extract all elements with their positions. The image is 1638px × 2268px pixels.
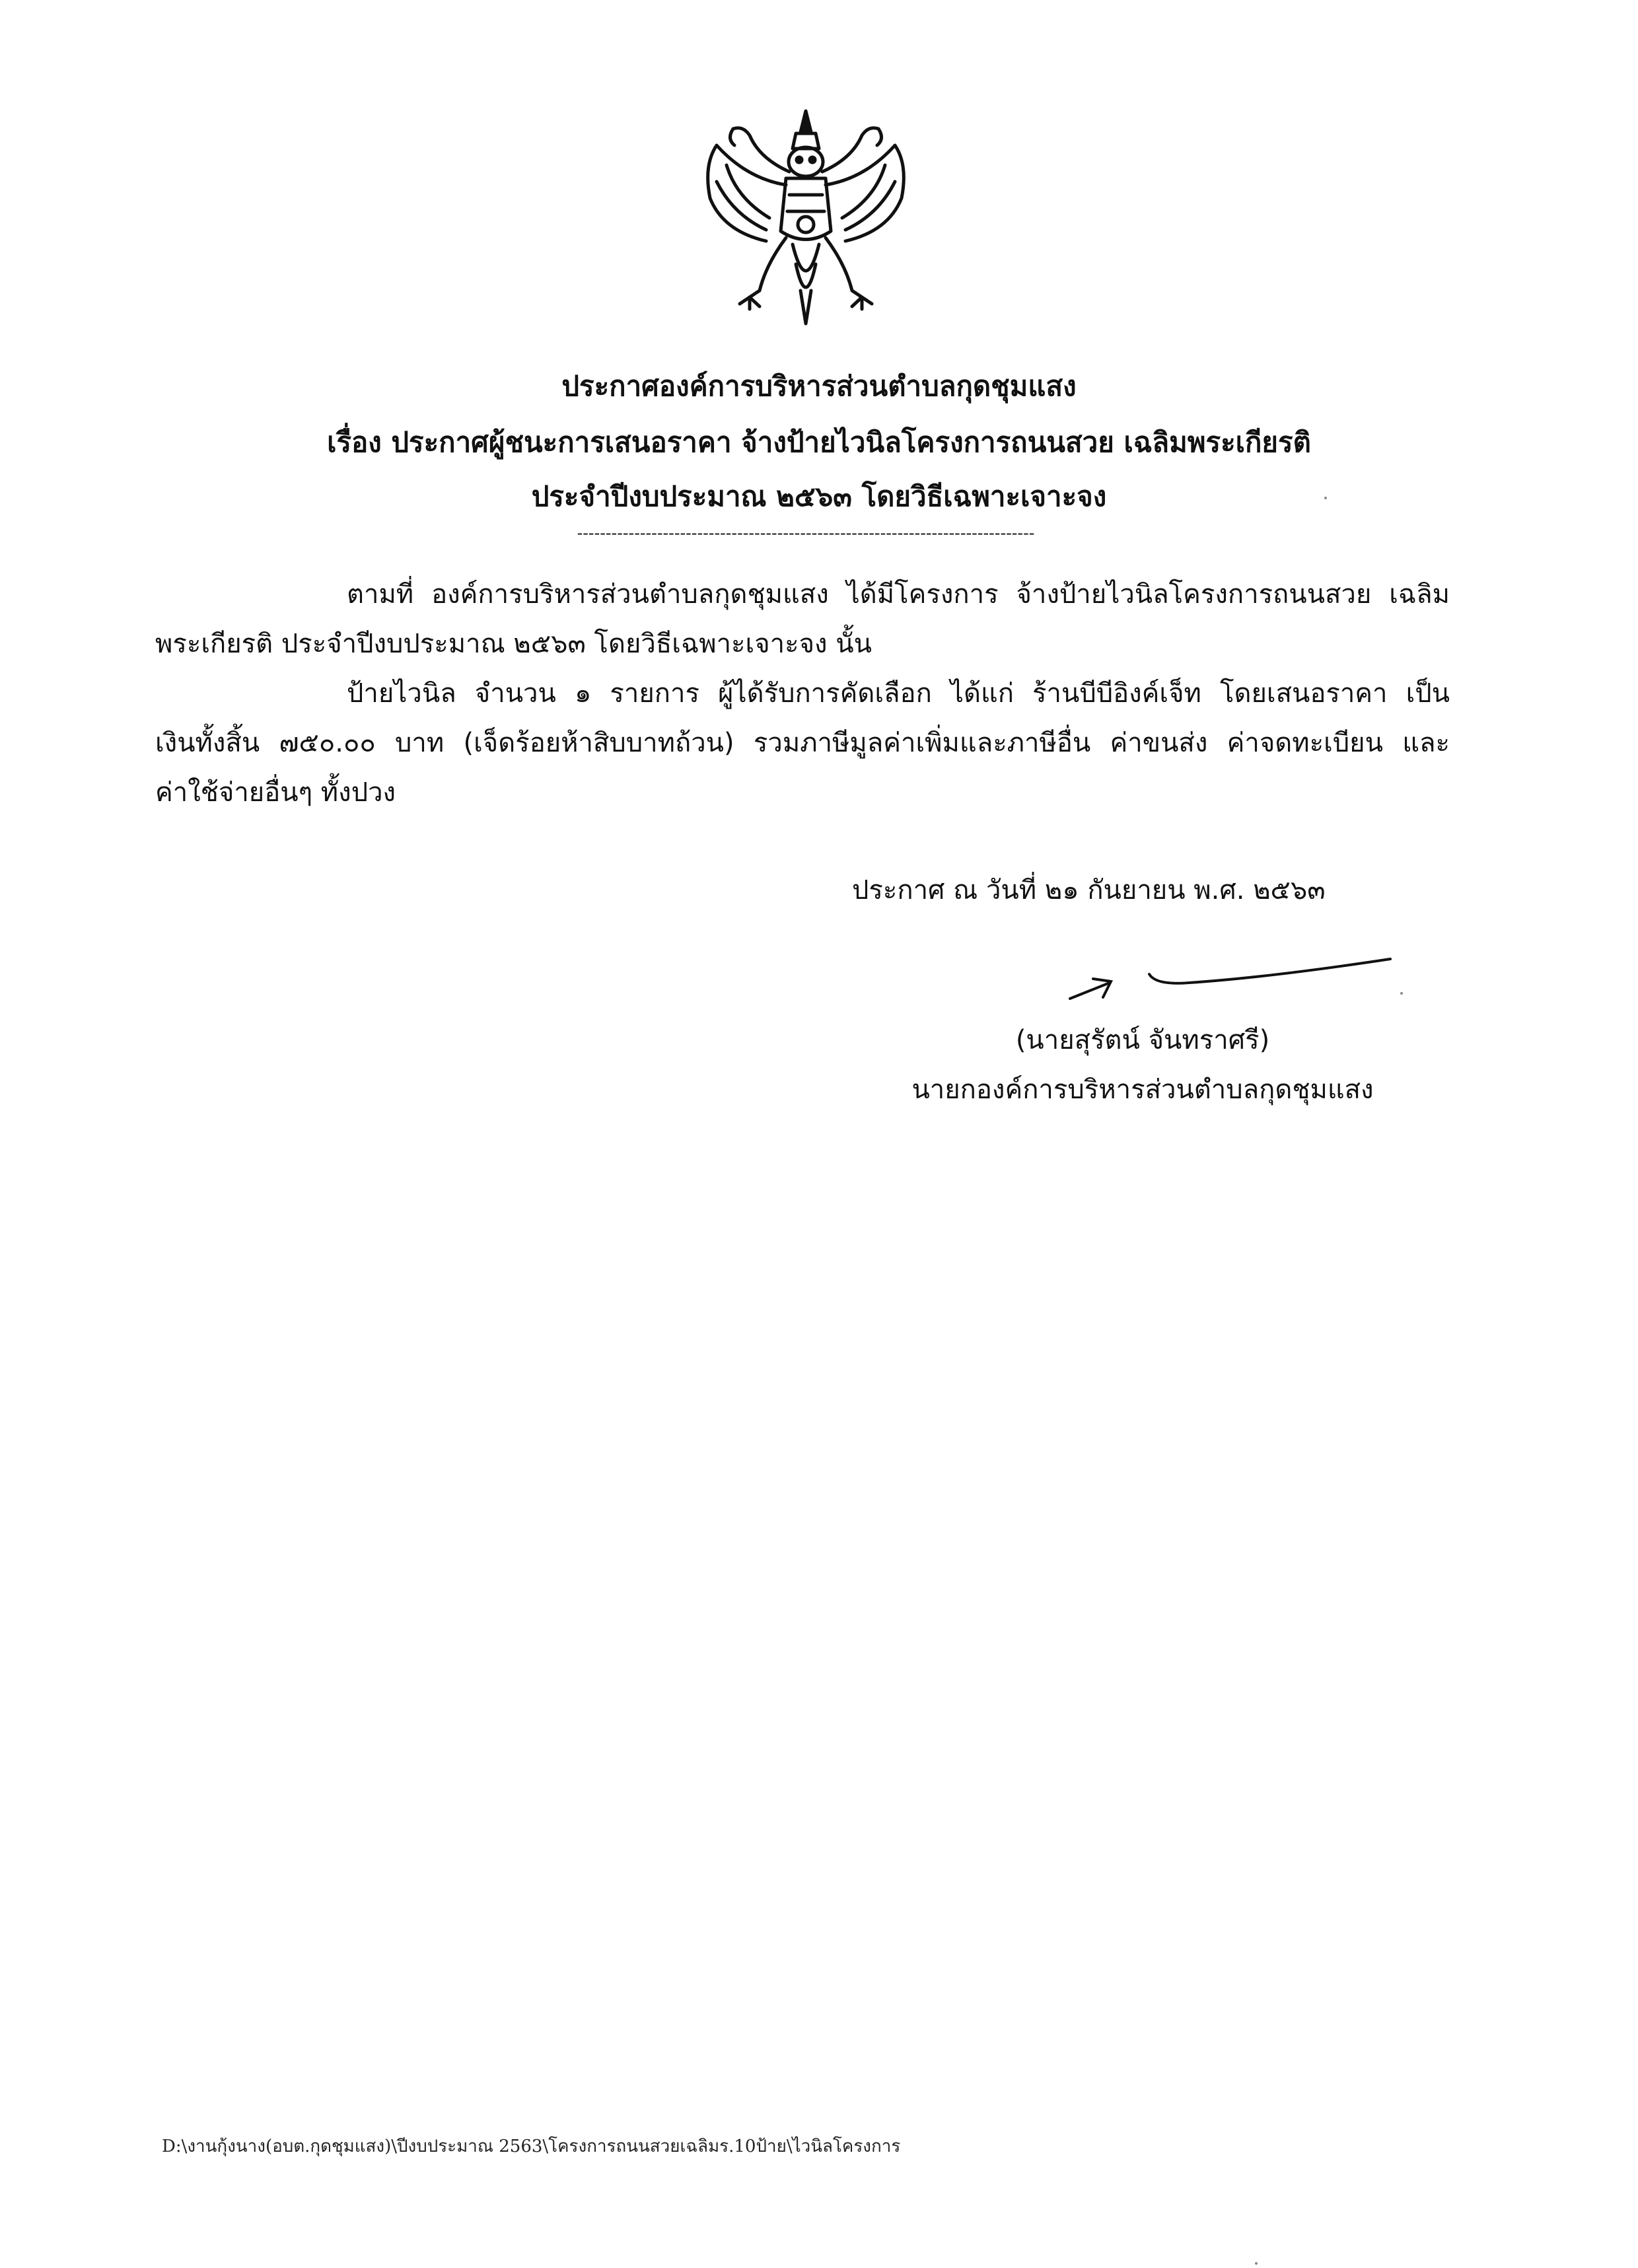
announcement-subject: เรื่อง ประกาศผู้ชนะการเสนอราคา จ้างป้ายไวนิลโครงการถนนสวย เฉลิมพระเกียรติ	[327, 426, 1311, 458]
body-paragraph-1-line-1: ตามที่ องค์การบริหารส่วนตำบลกุดชุมแสง ได้มีโครงการ จ้างป้ายไวนิลโครงการถนนสวย เฉลิม	[347, 579, 1450, 610]
signer-title: นายกองค์การบริหารส่วนตำบลกุดชุมแสง	[911, 1075, 1374, 1105]
scan-speck	[1400, 992, 1403, 995]
announcement-date: ประกาศ ณ วันที่ ๒๑ กันยายน พ.ศ. ๒๕๖๓	[852, 875, 1326, 905]
body-paragraph-2-line-3: ค่าใช้จ่ายอื่นๆ ทั้งปวง	[155, 777, 396, 808]
scan-speck	[1255, 2262, 1258, 2265]
scan-speck	[1324, 497, 1327, 499]
heading-divider: --------------------------------------------------------------------------------	[577, 524, 1035, 542]
body-paragraph-1-line-2: พระเกียรติ ประจำปีงบประมาณ ๒๕๖๓ โดยวิธีเฉพาะเจาะจง นั้น	[155, 629, 872, 659]
announcement-heading: ประกาศองค์การบริหารส่วนตำบลกุดชุมแสง	[561, 370, 1077, 402]
body-paragraph-2-line-2: เงินทั้งสิ้น ๗๕๐.๐๐ บาท (เจ็ดร้อยห้าสิบบาทถ้วน) รวมภาษีมูลค่าเพิ่มและภาษีอื่น ค่าขนส่ง ค่าจดทะเบียน และ	[155, 728, 1450, 758]
body-paragraph-2-line-1: ป้ายไวนิล จำนวน ๑ รายการ ผู้ได้รับการคัดเลือก ได้แก่ ร้านบีบีอิงค์เจ็ท โดยเสนอราคา เป็น	[347, 678, 1450, 709]
signer-name: (นายสุรัตน์ จันทราศรี)	[1015, 1025, 1270, 1055]
garuda-emblem-icon	[687, 99, 925, 337]
handwritten-signature	[1057, 944, 1400, 1017]
announcement-fiscal-year: ประจำปีงบประมาณ ๒๕๖๓ โดยวิธีเฉพาะเจาะจง	[531, 480, 1107, 513]
file-path-footer: D:\งานกุ้งนาง(อบต.กุดชุมแสง)\ปีงบประมาณ 2563\โครงการถนนสวยเฉลิมร.10ป้าย\ไวนิลโครงการ	[162, 2137, 901, 2156]
